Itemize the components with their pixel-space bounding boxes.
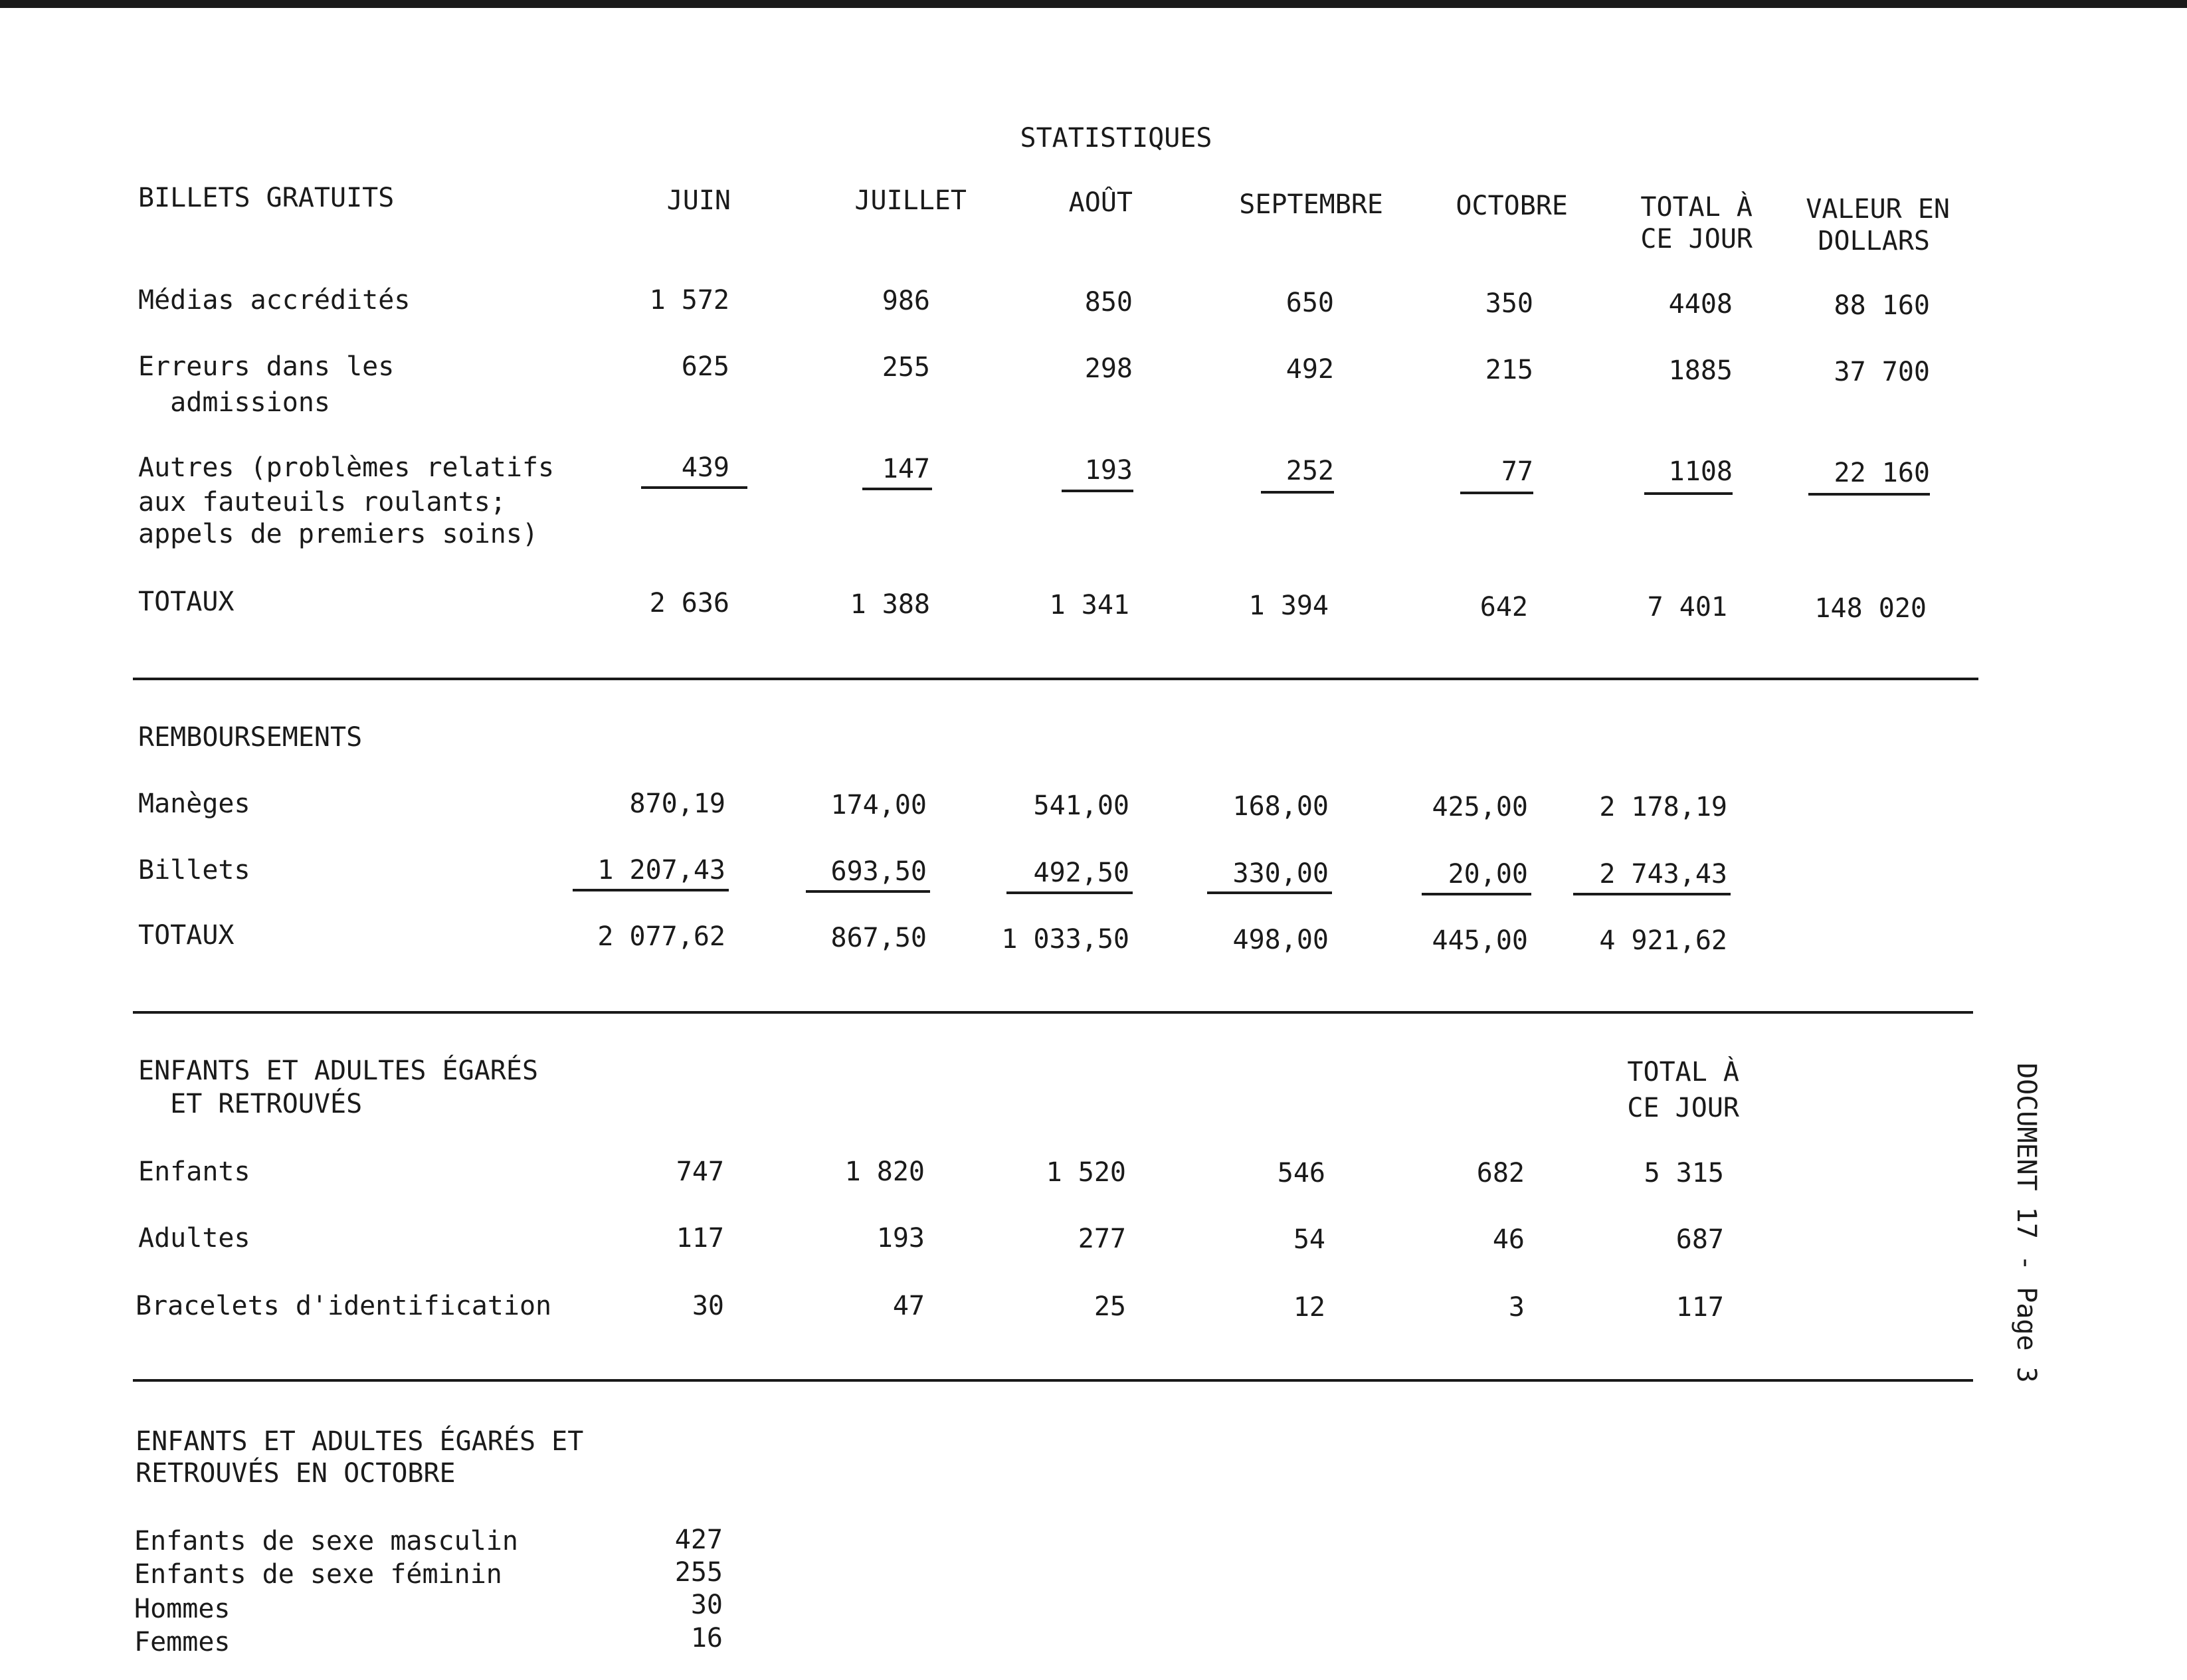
cell: 425,00	[1432, 792, 1528, 822]
cell: 350	[1485, 288, 1533, 319]
cell: 1 820	[844, 1157, 925, 1187]
section-divider	[133, 678, 1978, 680]
col-header-total-line2: CE JOUR	[1627, 1093, 1739, 1123]
cell: 1885	[1668, 355, 1733, 386]
row-label-hommes: Hommes	[134, 1594, 231, 1624]
cell: 148 020	[1814, 593, 1927, 624]
cell: 2 077,62	[597, 921, 725, 952]
cell: 20,00	[1448, 859, 1528, 889]
col-header-total: TOTAL À	[1627, 1057, 1739, 1087]
cell: 642	[1479, 592, 1528, 622]
sum-underline	[1460, 492, 1533, 494]
cell: 277	[1078, 1224, 1126, 1254]
cell: 88 160	[1834, 290, 1930, 321]
cell: 7 401	[1647, 592, 1727, 622]
cell: 498,00	[1232, 925, 1329, 955]
row-label-autres-line2: aux fauteuils roulants;	[138, 487, 506, 517]
sum-underline	[1261, 491, 1334, 494]
cell: 2 743,43	[1599, 859, 1727, 889]
cell: 2 178,19	[1599, 792, 1727, 822]
col-header-septembre: SEPTEMBRE	[1239, 189, 1383, 220]
cell: 747	[676, 1157, 724, 1187]
cell: 77	[1501, 456, 1533, 487]
row-label-totaux: TOTAUX	[138, 587, 235, 617]
cell: 255	[882, 352, 930, 383]
row-label-femmes: Femmes	[134, 1627, 231, 1657]
cell: 193	[1084, 455, 1133, 486]
cell: 1 207,43	[597, 855, 725, 886]
cell: 541,00	[1033, 791, 1129, 821]
cell: 867,50	[830, 923, 927, 953]
section-divider	[133, 1011, 1973, 1014]
section-heading-octobre: ENFANTS ET ADULTES ÉGARÉS ET	[136, 1426, 584, 1457]
row-label-garcons: Enfants de sexe masculin	[134, 1526, 518, 1556]
cell: 30	[692, 1291, 724, 1321]
cell: 1108	[1668, 456, 1733, 487]
cell: 427	[674, 1525, 723, 1555]
section-heading-egares-line2: ET RETROUVÉS	[138, 1089, 363, 1119]
cell: 1 572	[649, 285, 729, 316]
col-header-valeur-line2: DOLLARS	[1818, 226, 1930, 256]
section-divider	[133, 1379, 1973, 1382]
cell: 54	[1293, 1224, 1325, 1255]
cell: 330,00	[1232, 858, 1329, 889]
page-title: STATISTIQUES	[1020, 123, 1212, 153]
cell: 25	[1094, 1291, 1126, 1322]
cell: 30	[690, 1590, 723, 1620]
cell: 252	[1285, 456, 1334, 486]
cell: 1 388	[850, 589, 930, 620]
row-label-erreurs: Erreurs dans les	[138, 351, 395, 382]
col-header-valeur: VALEUR EN	[1806, 194, 1950, 225]
cell: 439	[681, 452, 729, 483]
col-header-total: TOTAL À	[1640, 192, 1753, 223]
section-heading-egares: ENFANTS ET ADULTES ÉGARÉS	[138, 1056, 539, 1086]
row-label-autres-line3: appels de premiers soins)	[138, 519, 539, 549]
cell: 12	[1293, 1292, 1325, 1323]
col-header-juillet: JUILLET	[854, 185, 967, 216]
cell: 870,19	[629, 789, 725, 819]
cell: 37 700	[1834, 357, 1930, 387]
cell: 1 394	[1248, 591, 1329, 621]
cell: 5 315	[1644, 1158, 1724, 1188]
cell: 445,00	[1432, 925, 1528, 956]
row-label-enfants: Enfants	[138, 1157, 250, 1187]
cell: 117	[1675, 1292, 1724, 1323]
cell: 168,00	[1232, 791, 1329, 822]
cell: 682	[1476, 1158, 1525, 1188]
cell: 147	[882, 454, 930, 484]
row-label-erreurs-line2: admissions	[138, 387, 330, 418]
cell: 986	[882, 286, 930, 316]
row-label-bracelets: Bracelets d'identification	[136, 1291, 552, 1321]
sum-underline	[1808, 493, 1930, 496]
section-heading-remboursements: REMBOURSEMENTS	[138, 722, 363, 753]
sum-underline	[641, 486, 747, 489]
sum-underline	[862, 488, 932, 490]
cell: 546	[1277, 1158, 1325, 1188]
cell: 16	[690, 1623, 723, 1653]
cell: 625	[681, 351, 729, 382]
sum-underline	[1573, 893, 1731, 895]
sum-underline	[1644, 492, 1733, 495]
cell: 4408	[1668, 289, 1733, 320]
col-header-total-line2: CE JOUR	[1640, 224, 1753, 254]
col-header-juin: JUIN	[666, 185, 731, 216]
cell: 255	[674, 1557, 723, 1588]
cell: 492,50	[1033, 858, 1129, 888]
cell: 193	[876, 1223, 925, 1254]
page-label: DOCUMENT 17 - Page 3	[2011, 1063, 2042, 1383]
cell: 3	[1508, 1292, 1525, 1323]
cell: 650	[1285, 288, 1334, 318]
row-label-maneges: Manèges	[138, 789, 250, 819]
sum-underline	[1062, 490, 1133, 492]
cell: 298	[1084, 353, 1133, 384]
col-header-aout: AOÛT	[1068, 187, 1133, 218]
cell: 174,00	[830, 790, 927, 820]
section-heading-octobre-line2: RETROUVÉS EN OCTOBRE	[136, 1458, 456, 1489]
cell: 1 520	[1046, 1157, 1126, 1188]
cell: 22 160	[1834, 458, 1930, 488]
sum-underline	[573, 889, 729, 891]
cell: 4 921,62	[1599, 925, 1727, 956]
cell: 215	[1485, 355, 1533, 385]
sum-underline	[1006, 891, 1133, 894]
row-label-filles: Enfants de sexe féminin	[134, 1559, 502, 1590]
row-label-autres: Autres (problèmes relatifs	[138, 452, 555, 483]
row-label-medias: Médias accrédités	[138, 285, 411, 316]
cell: 693,50	[830, 856, 927, 887]
section-heading-billets: BILLETS GRATUITS	[138, 183, 395, 213]
row-label-totaux: TOTAUX	[138, 920, 235, 951]
cell: 1 033,50	[1001, 924, 1129, 955]
col-header-octobre: OCTOBRE	[1456, 191, 1568, 221]
sum-underline	[1422, 893, 1531, 895]
row-label-billets: Billets	[138, 855, 250, 886]
top-border	[0, 0, 2187, 8]
cell: 1 341	[1049, 590, 1129, 620]
sum-underline	[806, 890, 930, 893]
cell: 687	[1675, 1224, 1724, 1255]
sum-underline	[1207, 891, 1332, 894]
cell: 117	[676, 1223, 724, 1254]
cell: 850	[1084, 287, 1133, 318]
cell: 47	[892, 1291, 925, 1321]
cell: 492	[1285, 354, 1334, 385]
row-label-adultes: Adultes	[138, 1223, 250, 1254]
cell: 2 636	[649, 588, 729, 618]
cell: 46	[1492, 1224, 1525, 1255]
